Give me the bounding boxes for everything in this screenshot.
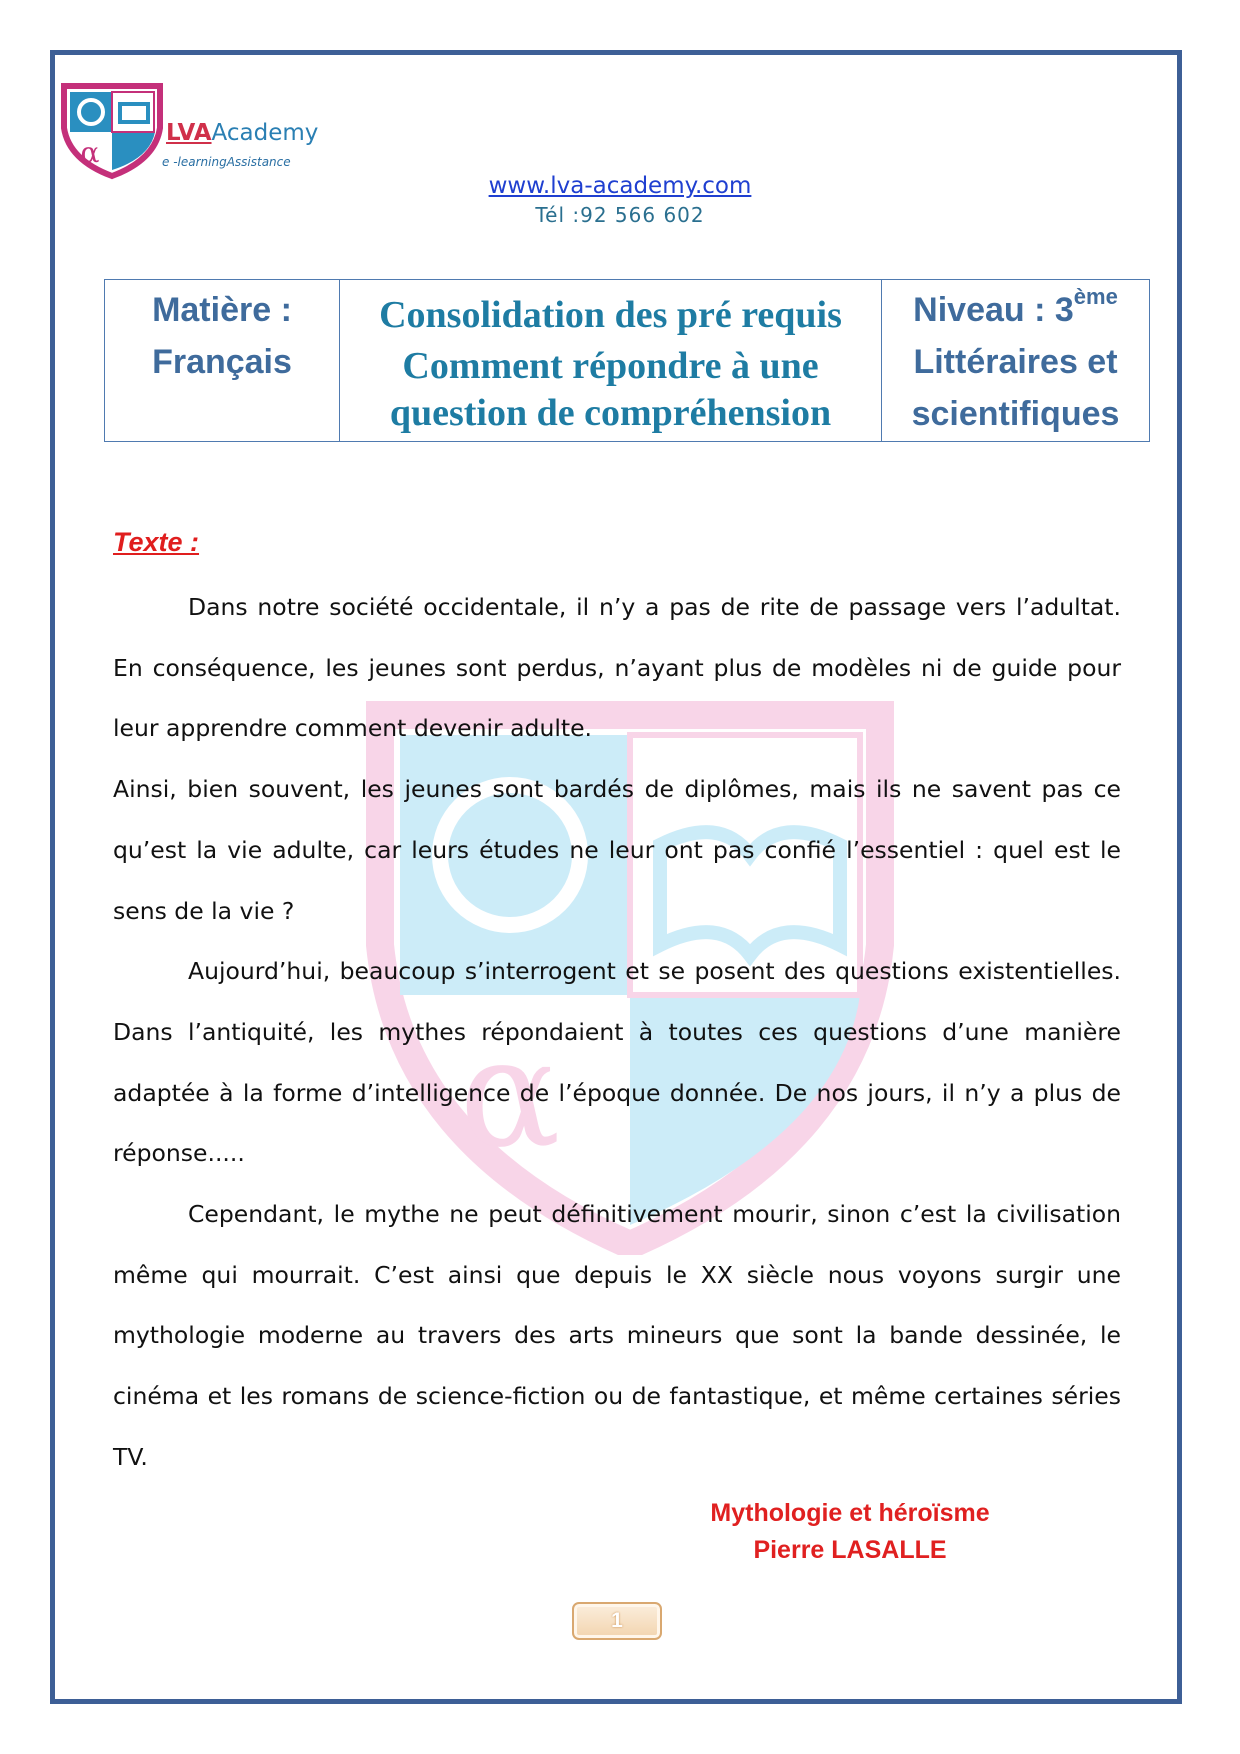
source-credit xyxy=(640,1495,1060,1569)
title-line-1: Consolidation des pré requis xyxy=(379,294,842,336)
svg-text:α: α xyxy=(459,1007,561,1181)
subject-cell xyxy=(105,280,340,442)
level-superscript: ème xyxy=(1073,284,1118,309)
lva-shield-logo xyxy=(60,80,164,180)
level-prefix: Niveau : 3 xyxy=(913,291,1074,329)
contact-block xyxy=(0,170,1240,228)
website-link[interactable]: www.lva-academy.com xyxy=(488,173,752,199)
paragraph-1: Dans notre société occidentale, il n’y a pas de rite de passage vers l’adultat. En conséquence, les jeunes sont perdus, n’ayant plus de modèles ni de guide pour leur apprendre comment devenir adulte. xyxy=(113,593,1121,743)
source-author: Pierre LASALLE xyxy=(753,1536,947,1564)
title-line-3: question de compréhension xyxy=(389,392,832,434)
brand-name xyxy=(166,120,318,146)
page-number: 1 xyxy=(572,1602,662,1640)
title-line-2: Comment répondre à une xyxy=(402,345,819,387)
level-cell xyxy=(882,280,1150,442)
course-info-table xyxy=(104,279,1150,442)
body-text xyxy=(113,577,1121,1488)
title-cell xyxy=(340,280,882,442)
text-heading: Texte : xyxy=(113,527,200,557)
brand-suffix: Academy xyxy=(211,120,319,146)
paragraph-4: Cependant, le mythe ne peut définitivement mourir, sinon c’est la civilisation même qui mourrait. C’est ainsi que depuis le XX siècle nous voyons surgir une mythologie moderne au travers des arts mineurs que sont la bande dessinée, le cinéma et les romans de science-fiction ou de fantastique, et même certaines séries TV. xyxy=(113,1200,1121,1471)
svg-text:α: α xyxy=(80,136,100,169)
subject-value: Français xyxy=(152,343,292,381)
phone-number: Tél :92 566 602 xyxy=(535,203,705,227)
subject-label: Matière : xyxy=(152,291,292,329)
brand-tagline: e -learningAssistance xyxy=(162,155,291,169)
level-line-3: scientifiques xyxy=(911,395,1120,433)
source-title: Mythologie et héroïsme xyxy=(710,1499,990,1527)
paragraph-2: Ainsi, bien souvent, les jeunes sont bardés de diplômes, mais ils ne savent pas ce qu’est la vie adulte, car leurs études ne leur ont pas confié l’essentiel : quel est le sens de la vie ? xyxy=(113,775,1121,925)
level-line-2: Littéraires et xyxy=(913,343,1118,381)
brand-prefix: LVA xyxy=(166,120,212,146)
level-line-1 xyxy=(883,284,1148,336)
paragraph-3: Aujourd’hui, beaucoup s’interrogent et se posent des questions existentielles. Dans l’antiquité, les mythes répondaient à toutes ces questions d’une manière adaptée à la forme d’intelligence de l’époque donnée. De nos jours, il n’y a plus de réponse..... xyxy=(113,957,1121,1168)
